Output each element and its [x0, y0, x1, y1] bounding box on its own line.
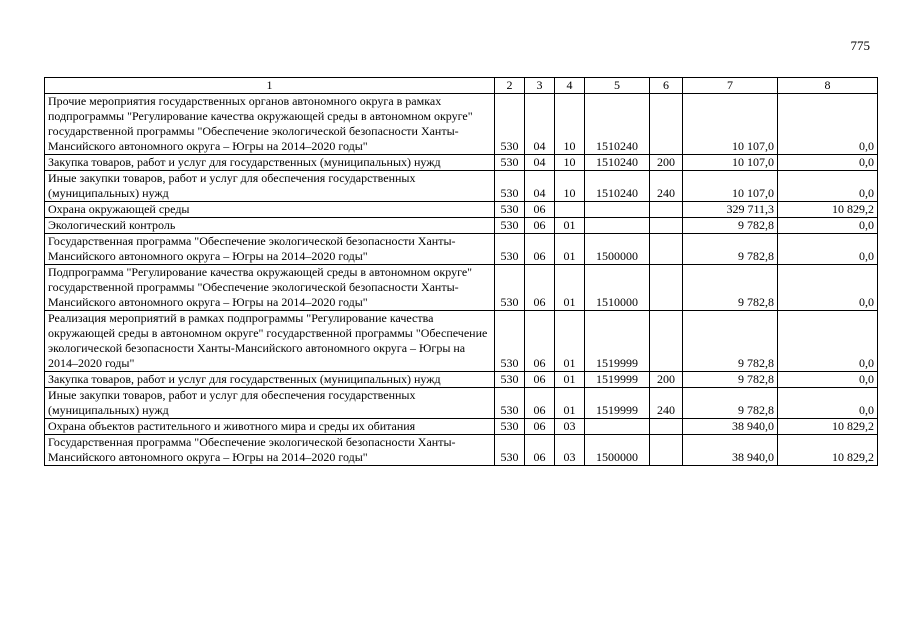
- amount-cell: 10 107,0: [683, 155, 778, 171]
- row-name-cell: Государственная программа "Обеспечение экологической безопасности Ханты-Мансийского автономного округа – Югры на 2014–2020 годы": [45, 435, 495, 466]
- expense-type-cell: [650, 218, 683, 234]
- table-row: [45, 155, 878, 171]
- amount-cell: 9 782,8: [683, 265, 778, 311]
- column-header: 6: [650, 78, 683, 94]
- table-row: [45, 372, 878, 388]
- section-code-cell: 04: [525, 171, 555, 202]
- section-code-cell: 06: [525, 388, 555, 419]
- amount-cell: 38 940,0: [683, 419, 778, 435]
- subvention-amount-cell: 10 829,2: [778, 419, 878, 435]
- section-code-cell: 04: [525, 155, 555, 171]
- admin-code-cell: 530: [495, 94, 525, 155]
- amount-cell: 9 782,8: [683, 311, 778, 372]
- admin-code-cell: 530: [495, 155, 525, 171]
- admin-code-cell: 530: [495, 311, 525, 372]
- amount-cell: 10 107,0: [683, 94, 778, 155]
- row-name-cell: Охрана объектов растительного и животного мира и среды их обитания: [45, 419, 495, 435]
- column-header: 1: [45, 78, 495, 94]
- subvention-amount-cell: 0,0: [778, 372, 878, 388]
- expense-type-cell: 240: [650, 171, 683, 202]
- subvention-amount-cell: 0,0: [778, 171, 878, 202]
- subsection-code-cell: 10: [555, 155, 585, 171]
- target-article-cell: 1500000: [585, 234, 650, 265]
- target-article-cell: 1500000: [585, 435, 650, 466]
- amount-cell: 9 782,8: [683, 388, 778, 419]
- target-article-cell: 1510240: [585, 94, 650, 155]
- expense-type-cell: 200: [650, 372, 683, 388]
- table-row: [45, 202, 878, 218]
- table-row: [45, 171, 878, 202]
- row-name-cell: Государственная программа "Обеспечение экологической безопасности Ханты-Мансийского автономного округа – Югры на 2014–2020 годы": [45, 234, 495, 265]
- expense-type-cell: [650, 311, 683, 372]
- table-row: [45, 388, 878, 419]
- column-header: 4: [555, 78, 585, 94]
- expense-type-cell: [650, 234, 683, 265]
- page-number: 775: [850, 38, 870, 53]
- expense-type-cell: [650, 94, 683, 155]
- amount-cell: 9 782,8: [683, 372, 778, 388]
- subvention-amount-cell: 0,0: [778, 94, 878, 155]
- section-code-cell: 06: [525, 419, 555, 435]
- admin-code-cell: 530: [495, 171, 525, 202]
- expense-type-cell: [650, 419, 683, 435]
- target-article-cell: 1519999: [585, 311, 650, 372]
- admin-code-cell: 530: [495, 372, 525, 388]
- target-article-cell: 1519999: [585, 388, 650, 419]
- row-name-cell: Иные закупки товаров, работ и услуг для обеспечения государственных (муниципальных) нужд: [45, 388, 495, 419]
- subsection-code-cell: 03: [555, 419, 585, 435]
- target-article-cell: 1510000: [585, 265, 650, 311]
- column-header: 2: [495, 78, 525, 94]
- subvention-amount-cell: 10 829,2: [778, 435, 878, 466]
- section-code-cell: 06: [525, 265, 555, 311]
- subvention-amount-cell: 0,0: [778, 218, 878, 234]
- target-article-cell: [585, 218, 650, 234]
- section-code-cell: 06: [525, 202, 555, 218]
- target-article-cell: 1510240: [585, 155, 650, 171]
- section-code-cell: 06: [525, 234, 555, 265]
- subsection-code-cell: 01: [555, 372, 585, 388]
- column-header: 7: [683, 78, 778, 94]
- amount-cell: 10 107,0: [683, 171, 778, 202]
- subvention-amount-cell: 0,0: [778, 388, 878, 419]
- admin-code-cell: 530: [495, 265, 525, 311]
- section-code-cell: 06: [525, 218, 555, 234]
- subsection-code-cell: 10: [555, 171, 585, 202]
- column-header: 8: [778, 78, 878, 94]
- expense-type-cell: 200: [650, 155, 683, 171]
- section-code-cell: 06: [525, 435, 555, 466]
- row-name-cell: Подпрограмма "Регулирование качества окружающей среды в автономном округе" государственной программы "Обеспечение экологической безопасности Ханты-Мансийского автономного округа – Югры на 2014–2020 годы": [45, 265, 495, 311]
- section-code-cell: 06: [525, 372, 555, 388]
- table-row: [45, 265, 878, 311]
- table-row: [45, 218, 878, 234]
- subvention-amount-cell: 0,0: [778, 155, 878, 171]
- subsection-code-cell: [555, 202, 585, 218]
- expense-type-cell: [650, 265, 683, 311]
- amount-cell: 9 782,8: [683, 218, 778, 234]
- table-row: [45, 419, 878, 435]
- admin-code-cell: 530: [495, 234, 525, 265]
- column-header: 3: [525, 78, 555, 94]
- table-body: [45, 94, 878, 466]
- row-name-cell: Закупка товаров, работ и услуг для государственных (муниципальных) нужд: [45, 155, 495, 171]
- budget-table: [44, 77, 878, 466]
- target-article-cell: 1519999: [585, 372, 650, 388]
- table-header-row: [45, 78, 878, 94]
- expense-type-cell: 240: [650, 388, 683, 419]
- target-article-cell: 1510240: [585, 171, 650, 202]
- row-name-cell: Иные закупки товаров, работ и услуг для обеспечения государственных (муниципальных) нужд: [45, 171, 495, 202]
- row-name-cell: Реализация мероприятий в рамках подпрограммы "Регулирование качества окружающей среды в автономном округе" государственной программы "Обеспечение экологической безопасности Ханты-Мансийского автономного округа – Югры на 2014–2020 годы": [45, 311, 495, 372]
- column-header: 5: [585, 78, 650, 94]
- row-name-cell: Прочие мероприятия государственных органов автономного округа в рамках подпрограммы "Регулирование качества окружающей среды в автономном округе" государственной программы "Обеспечение экологической безопасности Ханты-Мансийского автономного округа – Югры на 2014–2020 годы": [45, 94, 495, 155]
- section-code-cell: 06: [525, 311, 555, 372]
- subsection-code-cell: 01: [555, 234, 585, 265]
- subsection-code-cell: 01: [555, 311, 585, 372]
- subsection-code-cell: 10: [555, 94, 585, 155]
- subvention-amount-cell: 0,0: [778, 311, 878, 372]
- admin-code-cell: 530: [495, 202, 525, 218]
- subvention-amount-cell: 0,0: [778, 265, 878, 311]
- admin-code-cell: 530: [495, 435, 525, 466]
- row-name-cell: Охрана окружающей среды: [45, 202, 495, 218]
- section-code-cell: 04: [525, 94, 555, 155]
- table-row: [45, 234, 878, 265]
- subsection-code-cell: 01: [555, 265, 585, 311]
- admin-code-cell: 530: [495, 388, 525, 419]
- subsection-code-cell: 01: [555, 218, 585, 234]
- subsection-code-cell: 03: [555, 435, 585, 466]
- table-row: [45, 94, 878, 155]
- table-row: [45, 435, 878, 466]
- target-article-cell: [585, 419, 650, 435]
- amount-cell: 9 782,8: [683, 234, 778, 265]
- table-row: [45, 311, 878, 372]
- row-name-cell: Экологический контроль: [45, 218, 495, 234]
- row-name-cell: Закупка товаров, работ и услуг для государственных (муниципальных) нужд: [45, 372, 495, 388]
- admin-code-cell: 530: [495, 218, 525, 234]
- target-article-cell: [585, 202, 650, 218]
- expense-type-cell: [650, 202, 683, 218]
- amount-cell: 38 940,0: [683, 435, 778, 466]
- expense-type-cell: [650, 435, 683, 466]
- subvention-amount-cell: 0,0: [778, 234, 878, 265]
- subvention-amount-cell: 10 829,2: [778, 202, 878, 218]
- admin-code-cell: 530: [495, 419, 525, 435]
- subsection-code-cell: 01: [555, 388, 585, 419]
- amount-cell: 329 711,3: [683, 202, 778, 218]
